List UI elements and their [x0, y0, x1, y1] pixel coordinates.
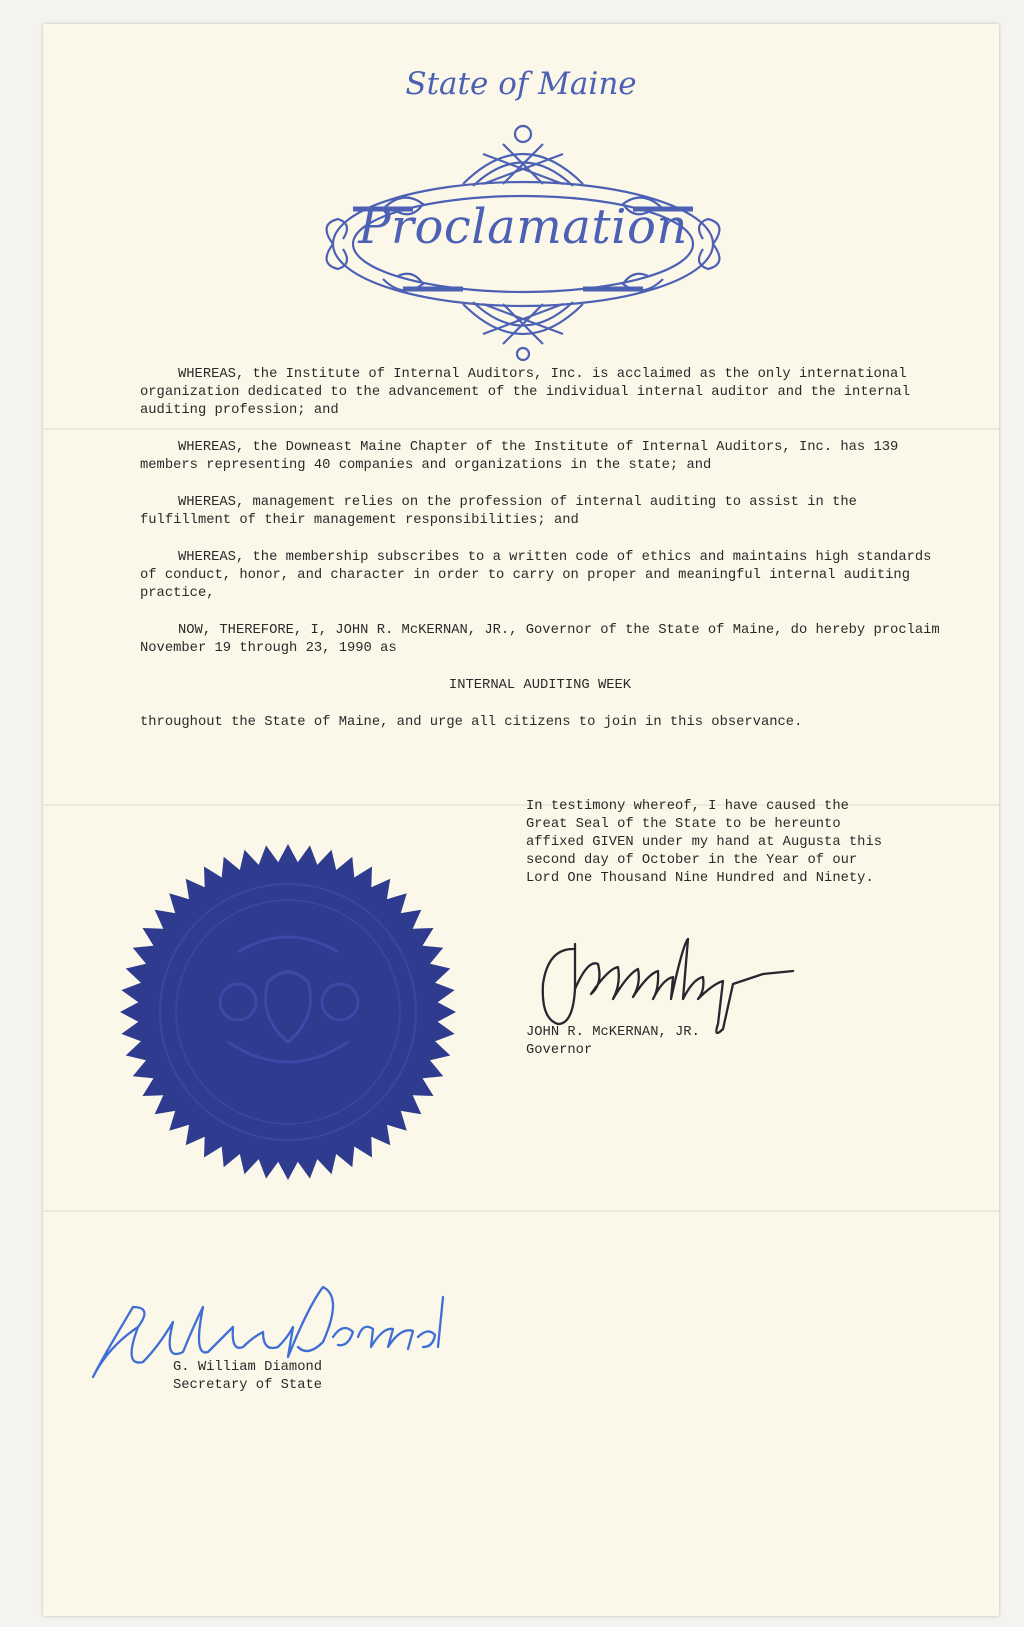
fold-line: [43, 1210, 999, 1212]
proclaim-paragraph: NOW, THEREFORE, I, JOHN R. McKERNAN, JR., Governor of the State of Maine, do hereby proclaim November 19 through 23, 1990 as: [140, 623, 940, 656]
proclamation-title: Proclamation: [358, 199, 688, 255]
whereas-paragraph: WHEREAS, the membership subscribes to a written code of ethics and maintains high standards of conduct, honor, and character in order to carry on proper and meaningful internal auditing practice,: [140, 550, 932, 601]
whereas-paragraph: WHEREAS, the Downeast Maine Chapter of the Institute of Internal Auditors, Inc. has 139 members representing 40 companies and organizations in the state; and: [140, 440, 899, 473]
testimony-text: In testimony whereof, I have caused the Great Seal of the State to be hereunto affixed GIVEN under my hand at Augusta this second day of October in the Year of our Lord One Thousand Nine Hundred and Ninety.: [526, 799, 883, 886]
governor-name: JOHN R. McKERNAN, JR.: [526, 1025, 700, 1040]
governor-title: Governor: [526, 1043, 593, 1058]
state-title: State of Maine: [405, 66, 637, 102]
whereas-paragraph: WHEREAS, the Institute of Internal Auditors, Inc. is acclaimed as the only international organization dedicated to the advancement of the individual internal auditor and the internal auditing profession; and: [140, 367, 910, 418]
secretary-title: Secretary of State: [173, 1378, 323, 1393]
closing-paragraph: throughout the State of Maine, and urge all citizens to join in this observance.: [140, 715, 803, 730]
great-seal-icon: [118, 842, 458, 1182]
proclamation-page: [43, 24, 999, 1616]
whereas-paragraph: WHEREAS, management relies on the profession of internal auditing to assist in the fulfillment of their management responsibilities; and: [140, 495, 857, 528]
proclaimed-event: INTERNAL AUDITING WEEK: [448, 678, 632, 693]
proclamation-body: [140, 366, 940, 751]
secretary-name: G. William Diamond: [173, 1360, 323, 1375]
